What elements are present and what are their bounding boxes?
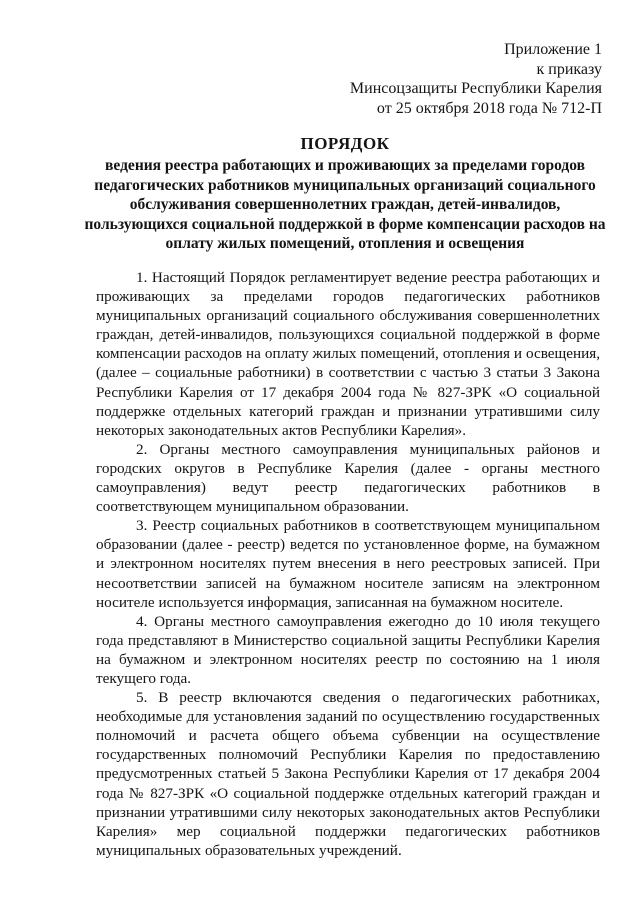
document-title: ПОРЯДОК xyxy=(300,134,390,153)
approval-header xyxy=(350,40,602,118)
title-block xyxy=(80,134,610,254)
paragraph-2: 2. Органы местного самоуправления муниципальных районов и городских округов в Республике Карелия (далее - органы местного самоуправления) ведут реестр педагогических работников в соответствующем муниципальном образовании. xyxy=(96,440,600,516)
paragraph-5: 5. В реестр включаются сведения о педагогических работниках, необходимые для установления заданий по осуществлению государственных полномочий и расчета общего объема субвенции на осуществление государственных полномочий Республики Карелия по предоставлению предусмотренных статьей 5 Закона Республики Карелия от 17 декабря 2004 года № 827-ЗРК «О социальной поддержке отдельных категорий граждан и признании утратившими силу некоторых законодательных актов Республики Карелия» мер социальной поддержки педагогических работников муниципальных образовательных учреждений. xyxy=(96,689,600,859)
order-date-number: от 25 октября 2018 года № 712-П xyxy=(376,99,602,117)
ministry-name: Минсоцзащиты Республики Карелия xyxy=(349,80,602,97)
document-subtitle: ведения реестра работающих и проживающих за пределами городов педагогических работников муниципальных организаций социального обслуживания совершеннолетних граждан, детей-инвалидов, пользующихся социальной поддержкой в форме компенсации расходов на оплату жилых помещений, отопления и освещения xyxy=(84,157,606,252)
paragraph-4: 4. Органы местного самоуправления ежегодно до 10 июля текущего года представляют в Министерство социальной защиты Республики Карелия на бумажном и электронном носителях реестр по состоянию на 1 июля текущего года. xyxy=(96,612,600,687)
order-label: к приказу xyxy=(536,60,602,78)
document-body xyxy=(96,268,600,860)
appendix-label: Приложение 1 xyxy=(504,41,602,58)
paragraph-3: 3. Реестр социальных работников в соответствующем муниципальном образовании (далее - реестр) ведется по установленное форме, на бумажном и электронном носителях путем внесения в него реестровых записей. При несоответствии записей на бумажном носителе записям на электронном носителе используется информация, записанная на бумажном носителе. xyxy=(96,517,600,611)
paragraph-1: 1. Настоящий Порядок регламентирует ведение реестра работающих и проживающих за пределами городов педагогических работников муниципальных организаций социального обслуживания совершеннолетних граждан, детей-инвалидов, пользующихся социальной поддержкой в форме компенсации расходов на оплату жилых помещений, отопления и освещения, (далее – социальные работники) в соответствии с частью 3 статьи 3 Закона Республики Карелия от 17 декабря 2004 года № 827-ЗРК «О социальной поддержке отдельных категорий граждан и признании утратившими силу некоторых законодательных актов Республики Карелия». xyxy=(96,269,600,439)
